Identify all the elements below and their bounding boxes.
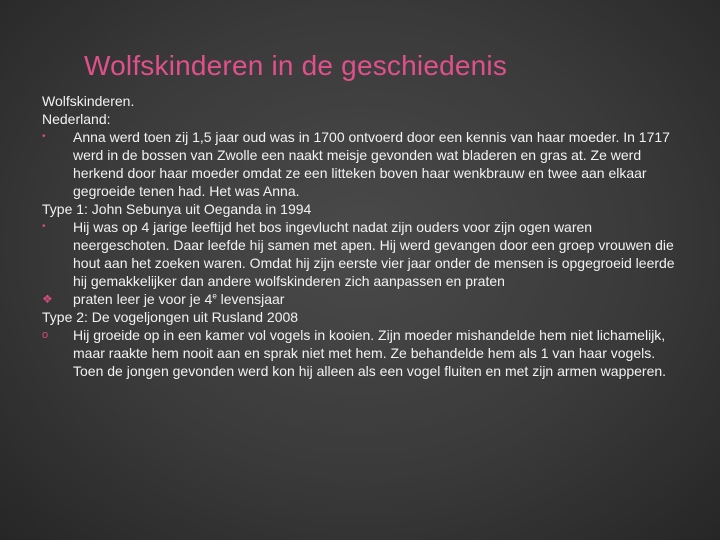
list-item-text-post: levensjaar	[216, 291, 285, 307]
line-nederland: Nederland:	[42, 111, 111, 127]
list-item-vogeljongen	[42, 326, 682, 380]
dot-bullet-icon: •	[42, 131, 46, 142]
list-item-text: Anna werd toen zij 1,5 jaar oud was in 1700 ontvoerd door een kennis van haar moeder. In 1717 werd in de bossen van Zwolle een naakt meisje gevonden wat bladeren en gras at. Ze werd herkend door haar moeder omdat ze een litteken boven haar wenkbrauw en twee aan elkaar gegroeide tenen had. Het was Anna.	[73, 129, 670, 199]
list-item-john	[42, 218, 682, 290]
ring-bullet-icon: o	[42, 329, 49, 341]
line-type-2: Type 2: De vogeljongen uit Rusland 2008	[42, 309, 299, 325]
line-wolfskinderen: Wolfskinderen.	[42, 93, 135, 109]
list-item-anna	[42, 128, 682, 200]
slide-body	[42, 92, 682, 380]
dot-bullet-icon: •	[42, 221, 46, 232]
superscript-e: e	[212, 291, 217, 301]
list-item-text: Hij was op 4 jarige leeftijd het bos ingevlucht nadat zijn ouders voor zijn ogen waren neergeschoten. Daar leefde hij samen met apen. Hij werd gevangen door een groep vrouwen die hout aan het zoeken waren. Omdat hij zijn eerste vier jaar onder de mensen is opgegroeid leerde hij gemakkelijker dan andere wolfskinderen zich aanpassen en praten	[73, 219, 675, 289]
diamond-bullet-icon: ❖	[42, 292, 53, 306]
list-item-text: Hij groeide op in een kamer vol vogels in kooien. Zijn moeder mishandelde hem niet lichamelijk, maar raakte hem nooit aan en sprak niet met hem. Ze behandelde hem als 1 van haar vogels. Toen de jongen gevonden werd kon hij alleen als een vogel fluiten en met zijn armen wapperen.	[73, 327, 667, 379]
line-type-1: Type 1: John Sebunya uit Oeganda in 1994	[42, 201, 312, 217]
list-item-text-pre: praten leer je voor je 4	[73, 291, 213, 307]
slide-title: Wolfskinderen in de geschiedenis	[84, 50, 508, 81]
list-item-praten	[42, 290, 682, 308]
